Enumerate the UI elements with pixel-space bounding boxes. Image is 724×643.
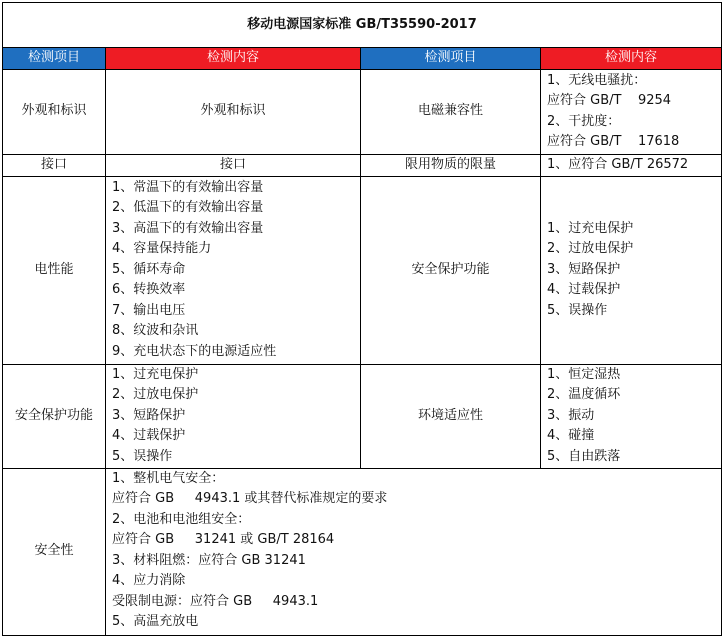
header-content-a: 检测内容 — [106, 48, 361, 70]
table-title: 移动电源国家标准 GB/T35590-2017 — [3, 3, 722, 48]
table-row-electrical — [3, 176, 722, 364]
table-row-interface — [3, 154, 722, 176]
electrical-line: 5、循环寿命 — [112, 261, 186, 277]
protection-line: 1、过充电保护 — [547, 220, 634, 236]
safety-line: 受限制电源：应符合 GB 4943.1 — [112, 593, 319, 609]
content-safety-protection-a — [106, 364, 361, 468]
electrical-line: 8、纹波和杂讯 — [112, 323, 199, 339]
item-safety-protection-a: 安全保护功能 — [3, 364, 106, 468]
protection-line: 5、误操作 — [547, 302, 608, 318]
environment-line: 4、碰撞 — [547, 428, 595, 443]
electrical-line: 1、常温下的有效输出容量 — [112, 179, 264, 195]
content-emc — [541, 69, 722, 154]
header-row — [3, 48, 722, 70]
title-row — [3, 3, 722, 48]
environment-line: 1、恒定湿热 — [547, 366, 621, 382]
protection-line: 4、过载保护 — [112, 428, 186, 443]
content-safety-protection-b — [541, 176, 722, 364]
header-content-b: 检测内容 — [541, 48, 722, 70]
content-restricted-substances: 1、应符合 GB/T 26572 — [541, 154, 722, 176]
safety-line: 4、应力消除 — [112, 573, 186, 588]
table-row-safety — [3, 468, 722, 635]
environment-line: 5、自由跌落 — [547, 448, 621, 464]
electrical-line: 2、低温下的有效输出容量 — [112, 200, 264, 216]
protection-line: 3、短路保护 — [112, 407, 186, 423]
electrical-line: 3、高温下的有效输出容量 — [112, 220, 264, 236]
content-environment — [541, 364, 722, 468]
content-interface: 接口 — [106, 154, 361, 176]
protection-line: 2、过放电保护 — [112, 387, 199, 402]
electrical-line: 4、容量保持能力 — [112, 241, 212, 257]
item-safety: 安全性 — [3, 468, 106, 635]
safety-line: 应符合 GB 4943.1 或其替代标准规定的要求 — [112, 491, 388, 506]
item-emc: 电磁兼容性 — [361, 69, 541, 154]
safety-line: 1、整机电气安全： — [112, 470, 225, 486]
item-interface: 接口 — [3, 154, 106, 176]
header-item-a: 检测项目 — [3, 48, 106, 70]
content-electrical — [106, 176, 361, 364]
electrical-line: 7、输出电压 — [112, 302, 186, 318]
environment-line: 2、温度循环 — [547, 387, 621, 402]
table-row-protection — [3, 364, 722, 468]
protection-line: 3、短路保护 — [547, 261, 621, 277]
header-item-b: 检测项目 — [361, 48, 541, 70]
table-row-appearance — [3, 69, 722, 154]
item-restricted-substances: 限用物质的限量 — [361, 154, 541, 176]
emc-line: 2、干扰度： — [547, 113, 621, 129]
environment-line: 3、振动 — [547, 407, 595, 423]
electrical-line: 6、转换效率 — [112, 282, 186, 298]
protection-line: 1、过充电保护 — [112, 366, 199, 382]
protection-line: 4、过载保护 — [547, 282, 621, 298]
safety-line: 应符合 GB 31241 或 GB/T 28164 — [112, 532, 335, 547]
safety-line: 3、材料阻燃：应符合 GB 31241 — [112, 552, 306, 568]
item-safety-protection-b: 安全保护功能 — [361, 176, 541, 364]
protection-line: 2、过放电保护 — [547, 241, 634, 257]
protection-line: 5、误操作 — [112, 448, 173, 464]
emc-line: 应符合 GB/T 17618 — [547, 134, 680, 149]
item-electrical: 电性能 — [3, 176, 106, 364]
standard-table — [2, 2, 722, 636]
content-appearance: 外观和标识 — [106, 69, 361, 154]
safety-line: 2、电池和电池组安全： — [112, 511, 251, 527]
content-safety — [106, 468, 722, 635]
emc-line: 应符合 GB/T 9254 — [547, 93, 672, 108]
item-environment: 环境适应性 — [361, 364, 541, 468]
electrical-line: 9、充电状态下的电源适应性 — [112, 343, 277, 359]
safety-line: 5、高温充放电 — [112, 614, 199, 629]
emc-line: 1、无线电骚扰： — [547, 72, 647, 88]
item-appearance: 外观和标识 — [3, 69, 106, 154]
